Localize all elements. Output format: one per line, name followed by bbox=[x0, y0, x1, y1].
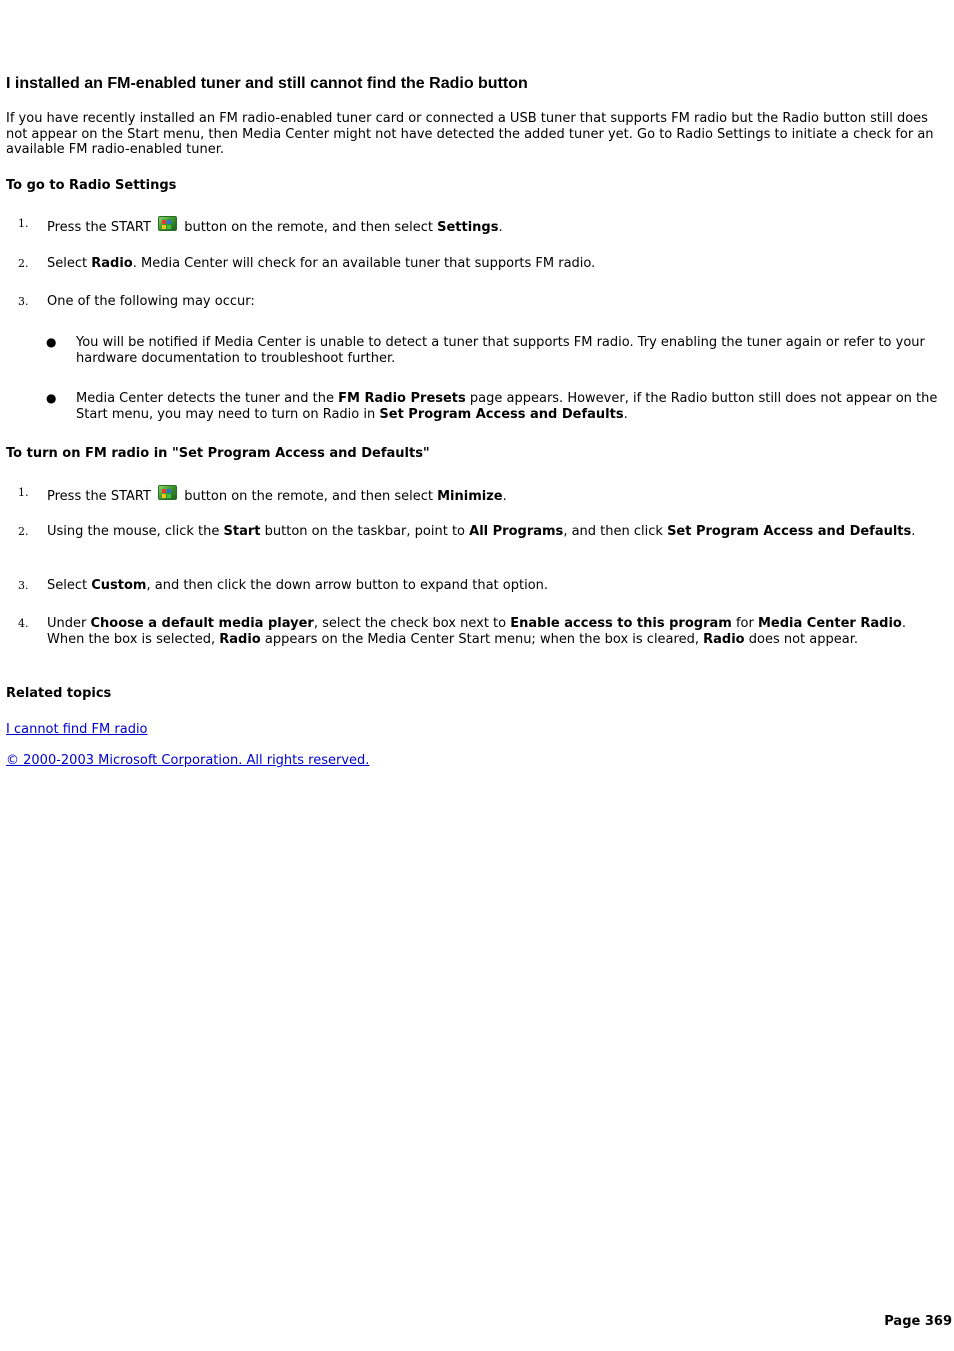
windows-start-icon bbox=[158, 216, 177, 231]
section2-step-4: Under Choose a default media player, select the check box next to Enable access to this program for Media Center Radio. When the box is selected, Radio appears on the Media Center Start menu; when the box is cleared, Radio does not appear. bbox=[47, 616, 906, 647]
bullet-icon: ● bbox=[46, 335, 57, 349]
bullet-item-2: Media Center detects the tuner and the FM Radio Presets page appears. However, if the Radio button still does not appear on the Start menu, you may need to turn on Radio in Set Program Access and Defaults. bbox=[76, 391, 938, 422]
step-number: 4. bbox=[18, 617, 29, 630]
windows-start-icon bbox=[158, 485, 177, 500]
step-number: 2. bbox=[18, 257, 29, 270]
bullet-item-1: You will be notified if Media Center is unable to detect a tuner that supports FM radio. Try enabling the tuner again or refer to your hardware documentation to troubleshoot further. bbox=[76, 335, 925, 366]
section2-heading: To turn on FM radio in "Set Program Access and Defaults" bbox=[6, 446, 430, 461]
step-number: 3. bbox=[18, 579, 29, 592]
copyright-link[interactable]: © 2000-2003 Microsoft Corporation. All rights reserved. bbox=[6, 753, 370, 768]
step-number: 1. bbox=[18, 217, 29, 230]
page-number: Page 369 bbox=[884, 1314, 952, 1329]
section2-step-3: Select Custom, and then click the down arrow button to expand that option. bbox=[47, 578, 549, 593]
section2-step-1: Press the START button on the remote, and then select Minimize. bbox=[47, 485, 927, 505]
section1-step-2: Select Radio. Media Center will check for an available tuner that supports FM radio. bbox=[47, 256, 596, 271]
section1-step-3: One of the following may occur: bbox=[47, 294, 255, 309]
bullet-icon: ● bbox=[46, 391, 57, 405]
related-link-fm-radio[interactable]: I cannot find FM radio bbox=[6, 722, 148, 737]
section1-heading: To go to Radio Settings bbox=[6, 178, 177, 193]
step-number: 1. bbox=[18, 486, 29, 499]
section1-step-1: Press the START button on the remote, and then select Settings. bbox=[47, 216, 927, 236]
step-number: 3. bbox=[18, 295, 29, 308]
step-number: 2. bbox=[18, 525, 29, 538]
section2-step-2: Using the mouse, click the Start button on the taskbar, point to All Programs, and then click Set Program Access and Defaults. bbox=[47, 524, 916, 539]
intro-paragraph: If you have recently installed an FM radio-enabled tuner card or connected a USB tuner that supports FM radio but the Radio button still does not appear on the Start menu, then Media Center might not have detected the added tuner yet. Go to Radio Settings to initiate a check for an available FM radio-enabled tuner. bbox=[6, 111, 934, 157]
page-title: I installed an FM-enabled tuner and still cannot find the Radio button bbox=[6, 75, 528, 92]
related-topics-heading: Related topics bbox=[6, 686, 112, 701]
